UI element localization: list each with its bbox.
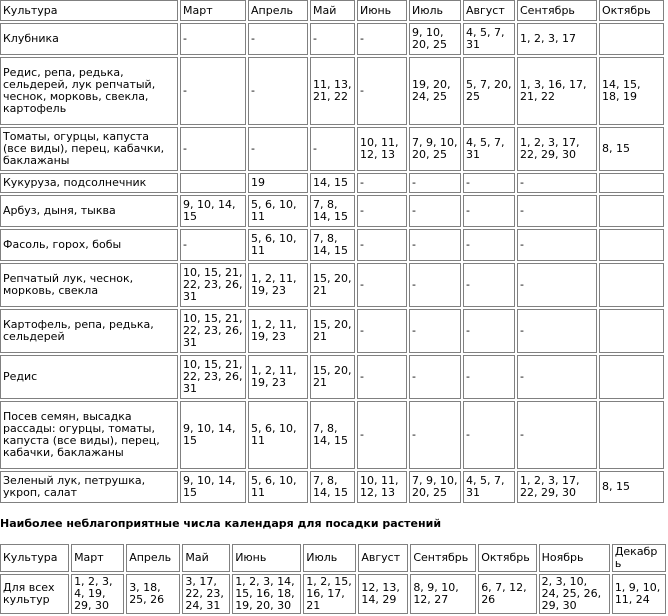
header-row (0, 544, 666, 572)
date-cell: - (248, 57, 308, 125)
header-cell: Май (310, 0, 355, 21)
crop-cell: Картофель, репа, редька, сельдерей (0, 309, 178, 353)
header-cell: Ноябрь (539, 544, 610, 572)
date-cell: 12, 13, 14, 29 (358, 574, 408, 614)
date-cell: 7, 9, 10, 20, 25 (409, 471, 461, 503)
crop-cell: Кукуруза, подсолнечник (0, 173, 178, 193)
date-cell: 6, 7, 12, 26 (478, 574, 536, 614)
date-cell (599, 173, 664, 193)
date-cell: - (517, 229, 597, 261)
date-cell (599, 263, 664, 307)
date-cell (599, 401, 664, 469)
header-cell: Апрель (126, 544, 180, 572)
date-cell: 1, 2, 15, 16, 17, 21 (303, 574, 356, 614)
date-cell: 10, 15, 21, 22, 23, 26, 31 (180, 309, 246, 353)
date-cell (599, 195, 664, 227)
date-cell: 1, 2, 3, 17 (517, 23, 597, 55)
date-cell: - (357, 173, 407, 193)
date-cell: 19, 20, 24, 25 (409, 57, 461, 125)
date-cell: 1, 2, 3, 17, 22, 29, 30 (517, 127, 597, 171)
unfavorable-days-table (0, 542, 668, 616)
date-cell: 7, 8, 14, 15 (310, 471, 355, 503)
crop-cell: Фасоль, горох, бобы (0, 229, 178, 261)
date-cell: 9, 10, 14, 15 (180, 471, 246, 503)
crop-cell: Клубника (0, 23, 178, 55)
header-cell: Сентябрь (410, 544, 476, 572)
date-cell: - (357, 23, 407, 55)
date-cell: - (248, 127, 308, 171)
date-cell: 15, 20, 21 (310, 309, 355, 353)
date-cell: - (180, 229, 246, 261)
table-row (0, 127, 664, 171)
date-cell: 10, 15, 21, 22, 23, 26, 31 (180, 263, 246, 307)
date-cell: 1, 2, 11, 19, 23 (248, 309, 308, 353)
date-cell: - (463, 195, 515, 227)
date-cell: 7, 9, 10, 20, 25 (409, 127, 461, 171)
header-cell: Июль (409, 0, 461, 21)
header-cell: Июнь (232, 544, 301, 572)
header-cell: Октябрь (478, 544, 536, 572)
date-cell: 1, 2, 3, 17, 22, 29, 30 (517, 471, 597, 503)
header-cell: Март (180, 0, 246, 21)
table-row (0, 309, 664, 353)
date-cell: 1, 2, 11, 19, 23 (248, 355, 308, 399)
date-cell: - (357, 263, 407, 307)
table-row (0, 195, 664, 227)
header-cell: Июль (303, 544, 356, 572)
date-cell: - (463, 263, 515, 307)
crop-cell: Редис (0, 355, 178, 399)
date-cell: - (409, 195, 461, 227)
date-cell: - (409, 355, 461, 399)
date-cell: 10, 11, 12, 13 (357, 471, 407, 503)
date-cell: 14, 15, 18, 19 (599, 57, 664, 125)
date-cell: - (517, 401, 597, 469)
date-cell: - (310, 127, 355, 171)
crop-cell: Томаты, огурцы, капуста (все виды), перец, кабачки, баклажаны (0, 127, 178, 171)
date-cell: 9, 10, 14, 15 (180, 401, 246, 469)
date-cell: 3, 17, 22, 23, 24, 31 (182, 574, 230, 614)
crop-cell: Посев семян, высадка рассады: огурцы, томаты, капуста (все виды), перец, кабачки, баклажаны (0, 401, 178, 469)
header-cell: Август (358, 544, 408, 572)
date-cell: - (180, 127, 246, 171)
date-cell: 8, 9, 10, 12, 27 (410, 574, 476, 614)
date-cell: 15, 20, 21 (310, 355, 355, 399)
date-cell: - (463, 355, 515, 399)
date-cell (180, 173, 246, 193)
date-cell: 5, 6, 10, 11 (248, 401, 308, 469)
table-row (0, 229, 664, 261)
date-cell: - (463, 229, 515, 261)
header-cell: Октябрь (599, 0, 664, 21)
table-row (0, 574, 666, 614)
date-cell: - (409, 263, 461, 307)
date-cell: - (409, 173, 461, 193)
date-cell: 1, 9, 10, 11, 24 (612, 574, 666, 614)
table-row (0, 23, 664, 55)
date-cell: 5, 6, 10, 11 (248, 471, 308, 503)
date-cell: - (517, 195, 597, 227)
date-cell: - (409, 309, 461, 353)
header-cell: Июнь (357, 0, 407, 21)
date-cell: 3, 18, 25, 26 (126, 574, 180, 614)
date-cell (599, 355, 664, 399)
header-row (0, 0, 664, 21)
date-cell: - (463, 401, 515, 469)
date-cell: 5, 6, 10, 11 (248, 229, 308, 261)
date-cell (599, 309, 664, 353)
date-cell: 1, 3, 16, 17, 21, 22 (517, 57, 597, 125)
date-cell: 8, 15 (599, 471, 664, 503)
date-cell: 4, 5, 7, 31 (463, 471, 515, 503)
date-cell: 2, 3, 10, 24, 25, 26, 29, 30 (539, 574, 610, 614)
date-cell: 10, 15, 21, 22, 23, 26, 31 (180, 355, 246, 399)
date-cell: 4, 5, 7, 31 (463, 23, 515, 55)
unfavorable-heading: Наиболее неблагоприятные числа календаря для посадки растений (0, 517, 442, 530)
header-cell: Культура (0, 0, 178, 21)
date-cell: 14, 15 (310, 173, 355, 193)
header-cell: Март (71, 544, 124, 572)
date-cell: - (409, 401, 461, 469)
table-row (0, 401, 664, 469)
date-cell: - (357, 355, 407, 399)
date-cell: 19 (248, 173, 308, 193)
date-cell: - (517, 173, 597, 193)
date-cell: - (409, 229, 461, 261)
date-cell: 5, 6, 10, 11 (248, 195, 308, 227)
table-row (0, 173, 664, 193)
date-cell (599, 229, 664, 261)
table-row (0, 471, 664, 503)
header-cell: Сентябрь (517, 0, 597, 21)
date-cell: 7, 8, 14, 15 (310, 229, 355, 261)
date-cell: 9, 10, 20, 25 (409, 23, 461, 55)
date-cell: 4, 5, 7, 31 (463, 127, 515, 171)
date-cell: - (357, 195, 407, 227)
date-cell: - (463, 309, 515, 353)
header-cell: Апрель (248, 0, 308, 21)
crop-cell: Редис, репа, редька, сельдерей, лук репчатый, чеснок, морковь, свекла, картофель (0, 57, 178, 125)
date-cell: - (357, 401, 407, 469)
date-cell: 10, 11, 12, 13 (357, 127, 407, 171)
date-cell: 15, 20, 21 (310, 263, 355, 307)
date-cell: 1, 2, 11, 19, 23 (248, 263, 308, 307)
date-cell: 1, 2, 3, 14, 15, 16, 18, 19, 20, 30 (232, 574, 301, 614)
date-cell: - (357, 309, 407, 353)
date-cell: 8, 15 (599, 127, 664, 171)
crop-cell: Арбуз, дыня, тыква (0, 195, 178, 227)
crop-cell: Зеленый лук, петрушка, укроп, салат (0, 471, 178, 503)
date-cell: 7, 8, 14, 15 (310, 195, 355, 227)
table-row (0, 355, 664, 399)
date-cell: - (180, 23, 246, 55)
date-cell: - (517, 355, 597, 399)
date-cell: 11, 13, 21, 22 (310, 57, 355, 125)
date-cell: - (463, 173, 515, 193)
date-cell: 5, 7, 20, 25 (463, 57, 515, 125)
crop-cell: Для всех культур (0, 574, 69, 614)
crop-cell: Репчатый лук, чеснок, морковь, свекла (0, 263, 178, 307)
date-cell: - (248, 23, 308, 55)
date-cell (599, 23, 664, 55)
date-cell: - (180, 57, 246, 125)
table-row (0, 263, 664, 307)
header-cell: Август (463, 0, 515, 21)
header-cell: Культура (0, 544, 69, 572)
date-cell: - (357, 229, 407, 261)
table-row (0, 57, 664, 125)
date-cell: 9, 10, 14, 15 (180, 195, 246, 227)
date-cell: - (310, 23, 355, 55)
header-cell: Май (182, 544, 230, 572)
date-cell: - (357, 57, 407, 125)
date-cell: - (517, 309, 597, 353)
date-cell: 7, 8, 14, 15 (310, 401, 355, 469)
header-cell: Декабрь (612, 544, 666, 572)
date-cell: 1, 2, 3, 4, 19, 29, 30 (71, 574, 124, 614)
date-cell: - (517, 263, 597, 307)
